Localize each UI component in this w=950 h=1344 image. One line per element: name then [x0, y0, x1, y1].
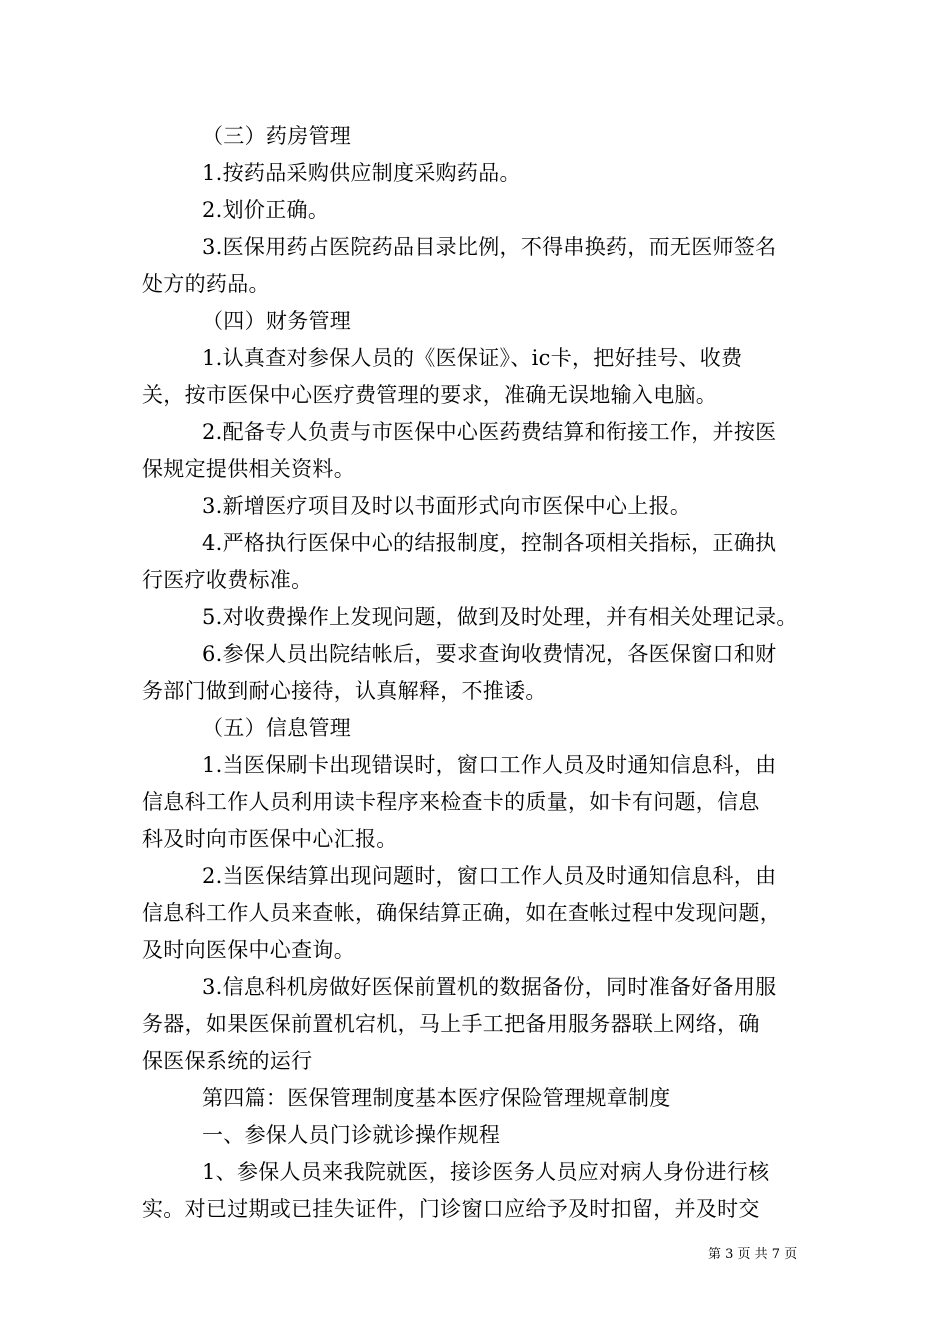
- paragraph-line: 行医疗收费标准。: [142, 568, 313, 592]
- paragraph-line: 保医保系统的运行: [142, 1049, 313, 1073]
- paragraph-line: 3.新增医疗项目及时以书面形式向市医保中心上报。: [202, 494, 692, 518]
- paragraph-line: 3.信息科机房做好医保前置机的数据备份，同时准备好备用服: [202, 975, 777, 999]
- paragraph-line: 务器，如果医保前置机宕机，马上手工把备用服务器联上网络，确: [142, 1012, 760, 1036]
- chapter-heading: 第四篇：医保管理制度基本医疗保险管理规章制度: [202, 1086, 671, 1110]
- paragraph-line: 务部门做到耐心接待，认真解释，不推诿。: [142, 679, 547, 703]
- paragraph-line: 及时向医保中心查询。: [142, 938, 355, 962]
- document-body: [142, 118, 810, 1228]
- paragraph-line: 关，按市医保中心医疗费管理的要求，准确无误地输入电脑。: [142, 383, 718, 407]
- paragraph-line: 6.参保人员出院结帐后，要求查询收费情况，各医保窗口和财: [202, 642, 777, 666]
- section-heading-finance: （四）财务管理: [202, 309, 352, 333]
- paragraph-line: 1.当医保刷卡出现错误时，窗口工作人员及时通知信息科，由: [202, 753, 777, 777]
- paragraph-line: 1.认真查对参保人员的《医保证》、ic卡，把好挂号、收费: [202, 346, 743, 370]
- paragraph-line: 2.划价正确。: [202, 198, 330, 222]
- paragraph-line: 信息科工作人员来查帐，确保结算正确，如在查帐过程中发现问题，: [142, 901, 781, 925]
- section-heading-outpatient: 一、参保人员门诊就诊操作规程: [202, 1123, 501, 1147]
- section-heading-information: （五）信息管理: [202, 716, 352, 740]
- section-heading-pharmacy: （三）药房管理: [202, 124, 352, 148]
- paragraph-line: 2.当医保结算出现问题时，窗口工作人员及时通知信息科，由: [202, 864, 777, 888]
- paragraph-line: 实。对已过期或已挂失证件，门诊窗口应给予及时扣留，并及时交: [142, 1197, 760, 1221]
- paragraph-line: 处方的药品。: [142, 272, 270, 296]
- paragraph-line: 1.按药品采购供应制度采购药品。: [202, 161, 521, 185]
- paragraph-line: 1、参保人员来我院就医，接诊医务人员应对病人身份进行核: [202, 1160, 770, 1184]
- paragraph-line: 保规定提供相关资料。: [142, 457, 355, 481]
- page-number-footer: 第 3 页 共 7 页: [708, 1247, 798, 1262]
- paragraph-line: 4.严格执行医保中心的结报制度，控制各项相关指标，正确执: [202, 531, 777, 555]
- paragraph-line: 3.医保用药占医院药品目录比例，不得串换药，而无医师签名: [202, 235, 777, 259]
- paragraph-line: 信息科工作人员利用读卡程序来检查卡的质量，如卡有问题，信息: [142, 790, 760, 814]
- paragraph-line: 科及时向市医保中心汇报。: [142, 827, 398, 851]
- paragraph-line: 5.对收费操作上发现问题，做到及时处理，并有相关处理记录。: [202, 605, 798, 629]
- paragraph-line: 2.配备专人负责与市医保中心医药费结算和衔接工作，并按医: [202, 420, 777, 444]
